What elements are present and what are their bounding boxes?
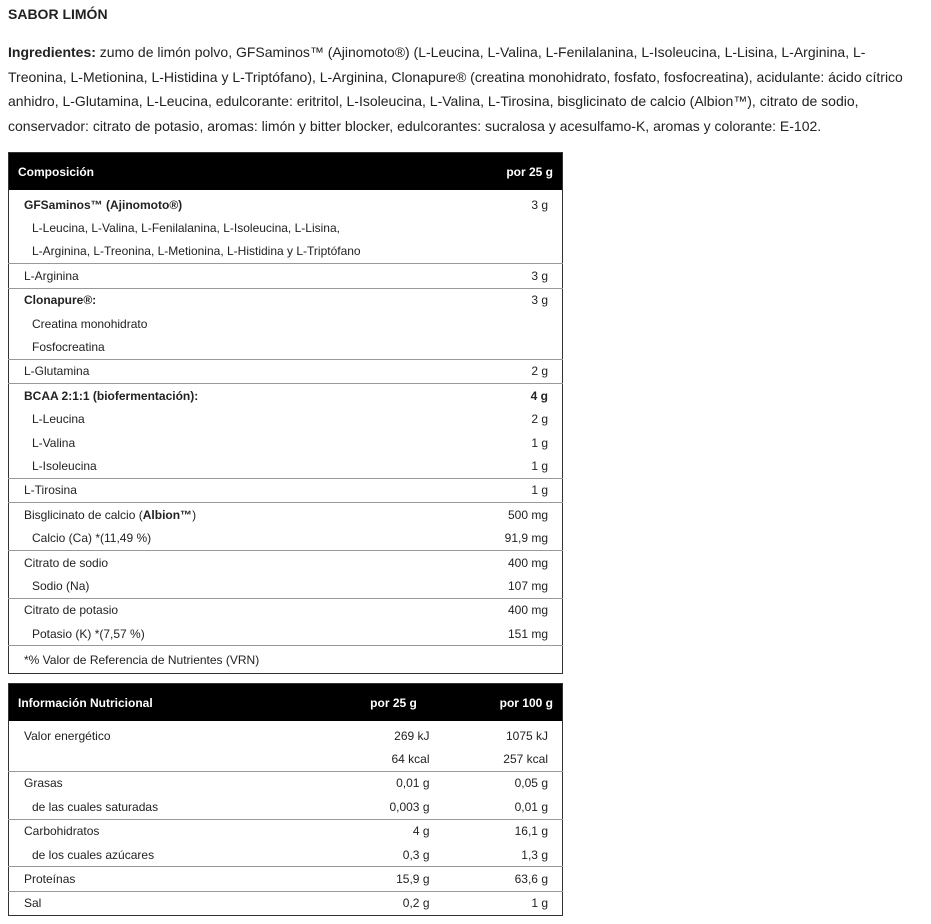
table-row [9, 454, 563, 478]
row-name: L-Isoleucina [32, 458, 97, 473]
row-value-100: 1 g [444, 891, 563, 915]
row-value: 3 g [489, 288, 563, 312]
table-row [9, 264, 563, 288]
row-value: 1 g [531, 435, 548, 450]
table-row [9, 819, 563, 843]
composition-header-name: Composición [9, 153, 489, 191]
row-name: Potasio (K) *(7,57 %) [32, 626, 145, 641]
row-name: Valor energético [24, 728, 111, 743]
row-value: 4 g [489, 384, 563, 408]
row-name: Fosfocreatina [32, 340, 105, 355]
table-row [9, 312, 563, 335]
row-name: Carbohidratos [9, 819, 344, 843]
row-value-25: 0,2 g [344, 891, 444, 915]
row-name: L-Leucina, L-Valina, L-Fenilalanina, L-Isoleucina, L-Lisina, [32, 221, 340, 236]
row-value: 400 mg [489, 550, 563, 574]
table-row [9, 747, 563, 771]
row-value [489, 240, 563, 264]
table-row [9, 867, 563, 891]
row-name: Creatina monohidrato [32, 316, 148, 331]
row-value: 400 mg [489, 598, 563, 622]
row-name [9, 747, 344, 771]
row-name: de los cuales azúcares [32, 847, 155, 862]
table-row [9, 526, 563, 550]
table-row [9, 721, 563, 747]
row-value: 3 g [489, 264, 563, 288]
row-value-100: 257 kcal [503, 752, 548, 767]
table-row [9, 503, 563, 527]
ingredients-paragraph [8, 40, 923, 138]
row-value [489, 312, 563, 335]
row-name: Calcio (Ca) *(11,49 %) [32, 531, 152, 546]
row-value-25: 4 g [344, 819, 444, 843]
row-value-25: 0,3 g [402, 847, 430, 862]
row-name-before: Bisglicinato de calcio ( [24, 507, 143, 522]
row-value: 2 g [531, 412, 548, 427]
table-row [9, 288, 563, 312]
table-row [9, 431, 563, 454]
row-name-brand: Albion™ [142, 507, 193, 522]
table-row [9, 384, 563, 408]
row-value: 500 mg [489, 503, 563, 527]
nutrition-header-100: por 100 g [444, 684, 563, 722]
row-name: L-Arginina, L-Treonina, L-Metionina, L-Histidina y L-Triptófano [32, 244, 361, 259]
row-value: 107 mg [507, 578, 548, 593]
composition-header-value: por 25 g [489, 153, 563, 191]
row-value: 151 mg [507, 626, 548, 641]
row-name: Citrato de sodio [9, 550, 489, 574]
row-value-25: 15,9 g [344, 867, 444, 891]
table-row [9, 795, 563, 819]
ingredients-text: zumo de limón polvo, GFSaminos™ (Ajinomoto®) (L-Leucina, L-Valina, L-Fenilalanina, L-Isoleucina, L-Lisina, L-Arginina, L-Treonina, L-Metionina, L-Histidina y L-Triptófano), L-Arginina, Clonapure® (creatina monohidrato, fosfato, fosfocreatina), acidulante: ácido cítrico anhidro, L-Glutamina, L-Leucina, edulcorante: eritritol, L-Isoleucina, L-Valina, L-Tirosina, bisglicinato de calcio (Albion™), citrato de sodio, conservador: citrato de potasio, aromas: limón y bitter blocker, edulcorantes: sucralosa y acesulfamo-K, aromas y colorante: E-102. [8, 44, 903, 134]
table-row [9, 359, 563, 383]
row-name [9, 503, 489, 527]
row-name: L-Arginina [9, 264, 489, 288]
row-name: GFSaminos™ (Ajinomoto®) [24, 197, 183, 212]
row-value: 1 g [489, 478, 563, 502]
table-row [9, 216, 563, 239]
row-name: Grasas [9, 771, 344, 795]
vrn-footnote: *% Valor de Referencia de Nutrientes (VRN) [9, 646, 563, 674]
row-value-100: 1075 kJ [505, 728, 548, 743]
ingredients-label: Ingredientes: [8, 44, 96, 60]
table-row [9, 335, 563, 359]
row-name: Proteínas [9, 867, 344, 891]
table-row [9, 598, 563, 622]
row-value [489, 335, 563, 359]
row-value [489, 216, 563, 239]
row-value-100: 0,05 g [444, 771, 563, 795]
row-value-100: 0,01 g [514, 799, 548, 814]
row-name: L-Tirosina [9, 478, 489, 502]
row-value-25: 0,003 g [389, 799, 430, 814]
table-row [9, 574, 563, 598]
table-row [9, 240, 563, 264]
row-value-25: 0,01 g [344, 771, 444, 795]
row-name: BCAA 2:1:1 (biofermentación): [9, 384, 489, 408]
row-name: Sal [9, 891, 344, 915]
row-name: Sodio (Na) [32, 578, 90, 593]
footnote-row [9, 646, 563, 674]
row-value-25: 64 kcal [391, 752, 430, 767]
row-value: 3 g [531, 197, 548, 212]
nutrition-header [9, 684, 563, 722]
nutrition-header-25: por 25 g [344, 684, 444, 722]
row-value: 91,9 mg [504, 531, 548, 546]
table-row [9, 891, 563, 915]
row-value-100: 1,3 g [521, 847, 548, 862]
row-name: de las cuales saturadas [32, 799, 159, 814]
row-name: L-Valina [32, 435, 76, 450]
nutrition-table [8, 683, 563, 916]
composition-header [9, 153, 563, 191]
nutrition-header-name: Información Nutricional [9, 684, 344, 722]
row-value: 2 g [489, 359, 563, 383]
row-name: Clonapure®: [9, 288, 489, 312]
table-row [9, 550, 563, 574]
row-value-100: 16,1 g [444, 819, 563, 843]
row-value-100: 63,6 g [444, 867, 563, 891]
composition-table [8, 152, 563, 674]
row-value-25: 269 kJ [394, 728, 430, 743]
row-name-after: ) [192, 507, 197, 522]
table-row [9, 478, 563, 502]
table-row [9, 622, 563, 646]
table-row [9, 408, 563, 431]
table-row [9, 771, 563, 795]
row-name: L-Glutamina [9, 359, 489, 383]
row-name: L-Leucina [32, 412, 85, 427]
page-title: SABOR LIMÓN [8, 6, 108, 22]
row-name: Citrato de potasio [9, 598, 489, 622]
table-row [9, 843, 563, 867]
table-row [9, 190, 563, 216]
row-value: 1 g [531, 458, 548, 473]
